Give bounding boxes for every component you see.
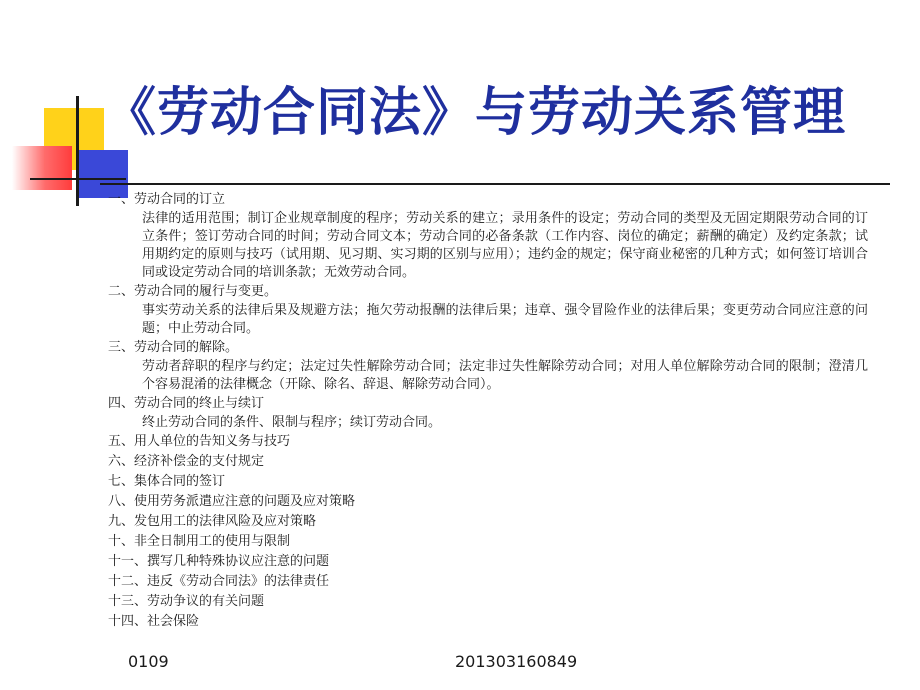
outline-heading: 二、劳动合同的履行与变更。: [108, 284, 278, 299]
outline-heading: 三、劳动合同的解除。: [108, 340, 239, 355]
outline-heading: 十二、违反《劳动合同法》的法律责任: [108, 574, 330, 589]
outline-heading: 四、劳动合同的终止与续订: [108, 396, 265, 411]
outline-detail: 劳动者辞职的程序与约定；法定过失性解除劳动合同；法定非过失性解除劳动合同；对用人单位解除劳动合同的限制；澄清几个容易混淆的法律概念（开除、除名、辞退、解除劳动合同）。: [142, 359, 868, 392]
title-underline: [100, 183, 890, 185]
outline: [108, 190, 868, 632]
slide-title: 《劳动合同法》与劳动关系管理: [104, 83, 847, 143]
footer-right: 201303160849: [455, 652, 578, 671]
outline-heading: 九、发包用工的法律风险及应对策略: [108, 514, 317, 529]
decor-vertical-line: [76, 96, 79, 206]
outline-detail: 事实劳动关系的法律后果及规避方法；拖欠劳动报酬的法律后果；违章、强令冒险作业的法律后果；变更劳动合同应注意的问题；中止劳动合同。: [142, 303, 868, 336]
outline-heading: 十三、劳动争议的有关问题: [108, 594, 265, 609]
decor-red-square: [12, 146, 72, 190]
outline-heading: 一、劳动合同的订立: [108, 192, 226, 207]
outline-heading: 十一、撰写几种特殊协议应注意的问题: [108, 554, 330, 569]
outline-detail: 终止劳动合同的条件、限制与程序；续订劳动合同。: [142, 415, 442, 430]
outline-heading: 八、使用劳务派遣应注意的问题及应对策略: [108, 494, 356, 509]
outline-heading: 六、经济补偿金的支付规定: [108, 454, 265, 469]
outline-heading: 七、集体合同的签订: [108, 474, 226, 489]
decor-horizontal-line: [30, 178, 126, 180]
outline-heading: 十、非全日制用工的使用与限制: [108, 534, 291, 549]
footer-left: 0109: [128, 652, 169, 671]
outline-heading: 五、用人单位的告知义务与技巧: [108, 434, 291, 449]
outline-heading: 十四、社会保险: [108, 614, 200, 629]
outline-detail: 法律的适用范围；制订企业规章制度的程序；劳动关系的建立；录用条件的设定；劳动合同的类型及无固定期限劳动合同的订立条件；签订劳动合同的时间；劳动合同文本；劳动合同的必备条款（工作内容、岗位的确定；薪酬的确定）及约定条款；试用期约定的原则与技巧（试用期、见习期、实习期的区别与应用）；违约金的规定；保守商业秘密的几种方式；如何签订培训合同或设定劳动合同的培训条款；无效劳动合同。: [142, 211, 868, 280]
